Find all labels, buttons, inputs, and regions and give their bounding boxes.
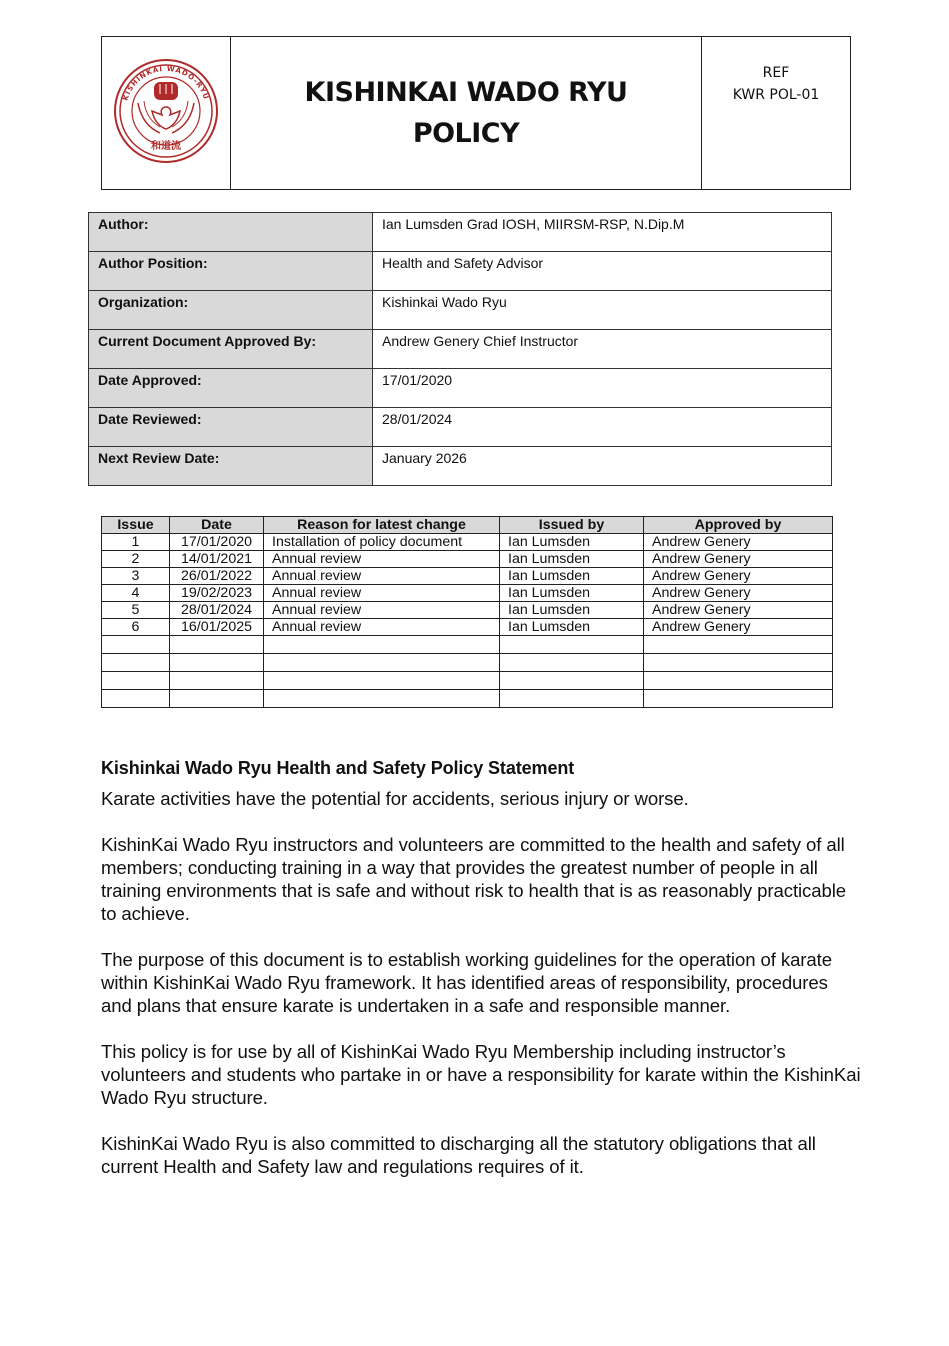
statement-paragraph: KishinKai Wado Ryu instructors and volunteers are committed to the health and safety of all members; conducting training in a way that provides the greatest number of people in all training environments that is safe and without risk to health that is as reasonably practicable to achieve. (101, 834, 846, 924)
empty-table-row (102, 672, 833, 690)
revision-header-row (102, 517, 833, 534)
cell-issued-by: Ian Lumsden (500, 619, 644, 636)
col-header-date: Date (170, 517, 264, 534)
cell-reason: Annual review (264, 585, 500, 602)
meta-row-organization (89, 291, 832, 330)
cell-date: 17/01/2020 (170, 534, 264, 551)
cell-reason: Annual review (264, 568, 500, 585)
cell-date: 16/01/2025 (170, 619, 264, 636)
cell-issue: 4 (102, 585, 170, 602)
meta-label: Next Review Date: (89, 447, 373, 486)
cell-approved-by: Andrew Genery (644, 534, 833, 551)
table-row (102, 619, 833, 636)
cell-issue: 2 (102, 551, 170, 568)
cell-date: 28/01/2024 (170, 602, 264, 619)
cell-date: 26/01/2022 (170, 568, 264, 585)
col-header-approved-by: Approved by (644, 517, 833, 534)
cell-reason: Installation of policy document (264, 534, 500, 551)
meta-value: Health and Safety Advisor (373, 252, 832, 291)
col-header-issue: Issue (102, 517, 170, 534)
meta-value: Andrew Genery Chief Instructor (373, 330, 832, 369)
cell-issue: 3 (102, 568, 170, 585)
cell-issued-by: Ian Lumsden (500, 551, 644, 568)
meta-value: 17/01/2020 (373, 369, 832, 408)
cell-approved-by: Andrew Genery (644, 602, 833, 619)
document-metadata-table (88, 212, 832, 486)
cell-issued-by: Ian Lumsden (500, 602, 644, 619)
title-line-2: POLICY (412, 118, 520, 149)
statement-paragraph: KishinKai Wado Ryu is also committed to discharging all the statutory obligations that all current Health and Safety law and regulations requires of it. (101, 1133, 816, 1177)
meta-row-author-position (89, 252, 832, 291)
reference-cell (702, 37, 851, 190)
meta-label: Author: (89, 213, 373, 252)
meta-value: Ian Lumsden Grad IOSH, MIIRSM-RSP, N.Dip.M (373, 213, 832, 252)
meta-row-date-reviewed (89, 408, 832, 447)
cell-issue: 6 (102, 619, 170, 636)
meta-value: January 2026 (373, 447, 832, 486)
cell-approved-by: Andrew Genery (644, 585, 833, 602)
document-header (101, 36, 851, 190)
svg-text:和道流: 和道流 (151, 140, 181, 152)
document-title (231, 37, 702, 190)
cell-date: 14/01/2021 (170, 551, 264, 568)
logo-cell (102, 37, 231, 190)
cell-reason: Annual review (264, 619, 500, 636)
cell-reason: Annual review (264, 602, 500, 619)
ref-label: REF (762, 65, 790, 81)
table-row (102, 585, 833, 602)
policy-statement-heading: Kishinkai Wado Ryu Health and Safety Policy Statement (101, 758, 575, 778)
meta-row-date-approved (89, 369, 832, 408)
meta-row-author (89, 213, 832, 252)
empty-table-row (102, 654, 833, 672)
statement-paragraph: The purpose of this document is to establish working guidelines for the operation of karate within KishinKai Wado Ryu framework. It has identified areas of responsibility, procedures and plans that ensure karate is undertaken in a safe and responsible manner. (101, 949, 832, 1016)
cell-issue: 1 (102, 534, 170, 551)
svg-text:KISHINKAI WADO-RYU: KISHINKAI WADO-RYU (121, 64, 211, 102)
cell-approved-by: Andrew Genery (644, 551, 833, 568)
meta-label: Date Reviewed: (89, 408, 373, 447)
meta-label: Current Document Approved By: (89, 330, 373, 369)
ref-value: KWR POL-01 (732, 87, 820, 103)
empty-table-row (102, 690, 833, 708)
cell-approved-by: Andrew Genery (644, 568, 833, 585)
meta-row-next-review (89, 447, 832, 486)
meta-label: Organization: (89, 291, 373, 330)
col-header-reason: Reason for latest change (264, 517, 500, 534)
cell-date: 19/02/2023 (170, 585, 264, 602)
meta-label: Author Position: (89, 252, 373, 291)
cell-reason: Annual review (264, 551, 500, 568)
title-line-1: KISHINKAI WADO RYU (304, 77, 628, 108)
table-row (102, 602, 833, 619)
revision-history-table (101, 516, 833, 708)
meta-label: Date Approved: (89, 369, 373, 408)
statement-paragraph: Karate activities have the potential for accidents, serious injury or worse. (101, 788, 689, 809)
meta-row-approved-by (89, 330, 832, 369)
col-header-issued-by: Issued by (500, 517, 644, 534)
policy-statement-section (101, 758, 861, 1201)
cell-issued-by: Ian Lumsden (500, 534, 644, 551)
kishinkai-logo-icon (112, 57, 220, 165)
cell-approved-by: Andrew Genery (644, 619, 833, 636)
table-row (102, 568, 833, 585)
statement-paragraph: This policy is for use by all of KishinKai Wado Ryu Membership including instructor’s volunteers and students who partake in or have a responsibility for karate within the KishinKai Wado Ryu structure. (101, 1041, 861, 1108)
empty-table-row (102, 636, 833, 654)
cell-issued-by: Ian Lumsden (500, 585, 644, 602)
table-row (102, 551, 833, 568)
meta-value: Kishinkai Wado Ryu (373, 291, 832, 330)
cell-issue: 5 (102, 602, 170, 619)
cell-issued-by: Ian Lumsden (500, 568, 644, 585)
table-row (102, 534, 833, 551)
meta-value: 28/01/2024 (373, 408, 832, 447)
